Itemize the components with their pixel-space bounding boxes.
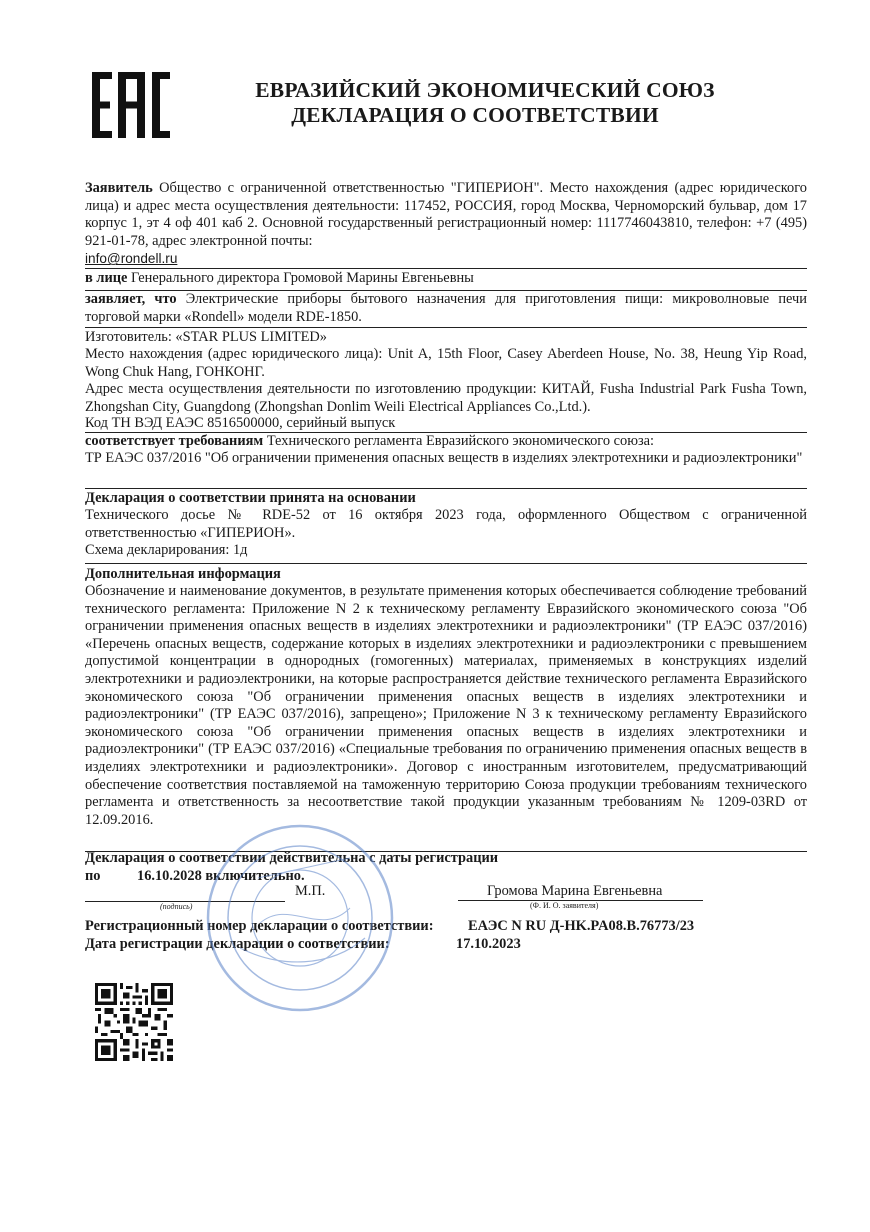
name-caption: (Ф. И. О. заявителя): [530, 901, 599, 910]
applicant-section: [85, 180, 807, 269]
complies-text: Технического регламента Евразийского экономического союза:: [263, 433, 655, 449]
declaration-scheme: Схема декларирования: 1д: [85, 542, 248, 558]
regulation-text: ТР ЕАЭС 037/2016 "Об ограничении применения опасных веществ в изделиях электротехники и радиоэлектроники": [85, 450, 803, 466]
basis-label: [85, 490, 807, 508]
manufacturer-production: Адрес места осуществления деятельности по изготовлению продукции: КИТАЙ, Fusha Industrial Park Fusha Town, Zhongshan City, Guangdong (Zhongshan Donlim Weili Electrical Appliances Co.,Ltd.).: [85, 381, 807, 415]
manufacturer-name: Изготовитель: «STAR PLUS LIMITED»: [85, 329, 327, 345]
eac-logo: [90, 72, 170, 138]
divider: [85, 563, 807, 564]
qr-code[interactable]: [95, 983, 173, 1061]
manufacturer-code: Код ТН ВЭД ЕАЭС 8516500000, серийный выпуск: [85, 415, 396, 431]
validity-line: [85, 850, 807, 868]
additional-label: [85, 566, 807, 584]
registration-date: 17.10.2023: [456, 936, 521, 952]
divider: [85, 268, 807, 269]
title-line-2: ДЕКЛАРАЦИЯ О СООТВЕТСТВИИ: [291, 103, 659, 127]
applicant-email[interactable]: info@rondell.ru: [85, 251, 178, 267]
divider: [85, 327, 807, 328]
additional-text: Обозначение и наименование документов, в результате применения которых обеспечивается соблюдение требований технического регламента: Приложение N 2 к техническому регламенту Евразийского экономического союза "Об ограничении применения опасных веществ в изделиях электротехники и радиоэлектроники" (ТР ЕАЭС 037/2016) «Перечень опасных веществ, содержание которых в изделиях электротехники и радиоэлектроники с превышением допустимой концентрации в однородных (гомогенных) материалах, применяемых в конструкциях изделий электротехники и радиоэлектроники, на которые распространяется действие технического регламента Евразийского экономического союза "Об ограничении применения опасных веществ в изделиях электротехники и радиоэлектроники" (ТР ЕАЭС 037/2016), запрещено»; Приложение N 3 к техническому регламенту Евразийского экономического союза "Об ограничении применения опасных веществ в изделиях электротехники и радиоэлектроники" (ТР ЕАЭС 037/2016) «Специальные требования по ограничению применения опасных веществ в изделиях электротехники и радиоэлектроники». Договор с иностранным изготовителем, предусматривающий обеспечение соответствия поставляемой на таможенную территорию Союза продукции требованиям технического регламента и ответственность за несоответствие такой продукции указанным требованиям № 1209-03RD от 12.09.2016.: [85, 583, 807, 828]
stamp-place-label: М.П.: [295, 883, 326, 899]
document-title: [205, 78, 765, 128]
represented-section: [85, 270, 807, 288]
applicant-label: Заявитель: [85, 180, 153, 196]
company-stamp: [200, 818, 400, 1018]
declares-label: заявляет, что: [85, 291, 177, 307]
complies-section: [85, 433, 807, 451]
manufacturer-address: Место нахождения (адрес юридического лица): Unit A, 15th Floor, Casey Aberdeen House, No. 38, Heung Yip Road, Wong Chuk Hang, ГОНКОНГ.: [85, 346, 807, 380]
registration-date-label: Дата регистрации декларации о соответствии:: [85, 936, 390, 952]
applicant-name: Громова Марина Евгеньевна: [487, 883, 663, 899]
additional-label-text: Дополнительная информация: [85, 566, 281, 582]
validity-text: Декларация о соответствии действительна с даты регистрации: [85, 850, 499, 866]
title-line-1: ЕВРАЗИЙСКИЙ ЭКОНОМИЧЕСКИЙ СОЮЗ: [255, 78, 715, 102]
validity-prefix: по: [85, 868, 101, 884]
represented-label: в лице: [85, 270, 128, 286]
registration-number-label: Регистрационный номер декларации о соответствии:: [85, 918, 434, 934]
declares-text: Электрические приборы бытового назначения для приготовления пищи: микроволновые печи торговой марки «Rondell» модели RDE-1850.: [85, 291, 807, 325]
registration-number: ЕАЭС N RU Д-HK.PA08.B.76773/23: [468, 918, 695, 934]
declares-section: [85, 291, 807, 326]
applicant-text: Общество с ограниченной ответственностью "ГИПЕРИОН". Место нахождения (адрес юридического лица) и адрес места осуществления деятельности: 117452, РОССИЯ, город Москва, Черноморский бульвар, дом 17 корпус 1, эт 4 оф 401 каб 2. Основной государственный регистрационный номер: 1117746043810, телефон: +7 (495) 921-01-78, адрес электронной почты:: [85, 180, 807, 249]
validity-date: 16.10.2028 включительно.: [137, 868, 305, 884]
basis-text: Технического досье № RDE-52 от 16 октября 2023 года, оформленного Обществом с ограниченной ответственностью «ГИПЕРИОН».: [85, 507, 807, 541]
signature-caption: (подпись): [160, 902, 193, 911]
complies-label: соответствует требованиям: [85, 433, 264, 449]
represented-text: Генерального директора Громовой Марины Евгеньевны: [127, 270, 474, 286]
basis-label-text: Декларация о соответствии принята на основании: [85, 490, 416, 506]
divider: [85, 488, 807, 489]
